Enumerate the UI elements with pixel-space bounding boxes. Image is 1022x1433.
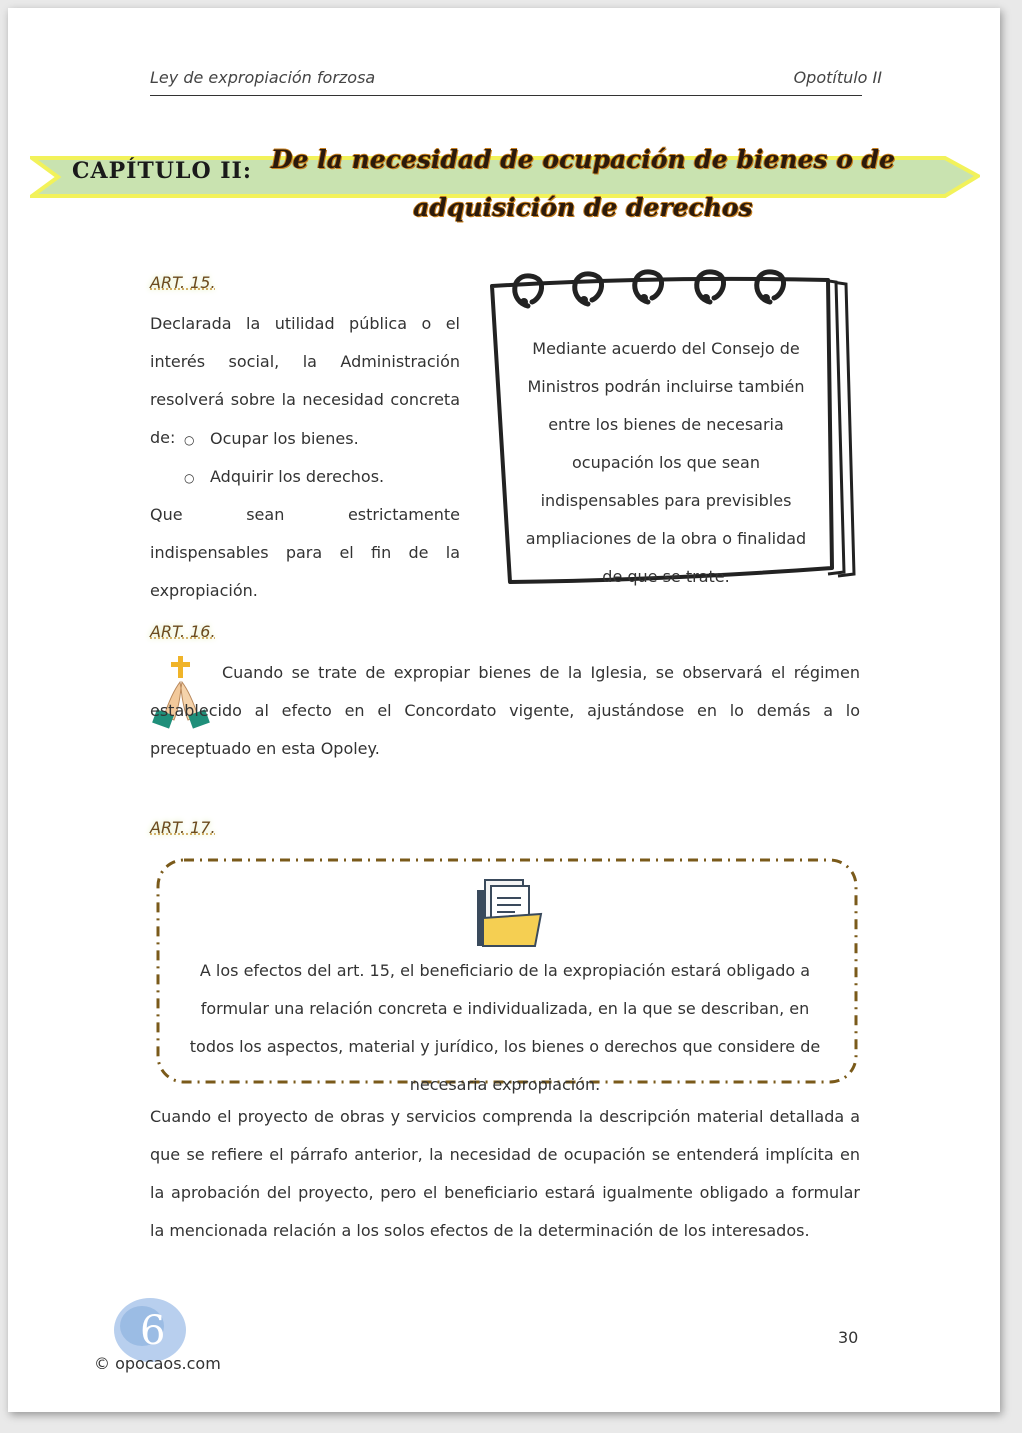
art15-label: ART. 15.	[150, 273, 216, 292]
art17-paragraph: Cuando el proyecto de obras y servicios comprenda la descripción material detallada a que se refiere el párrafo anterior, la necesidad de ocupación se entenderá implícita en la aprobación del proyecto, pero el beneficiario estará igualmente obligado a formular la mencionada relación a los solos efectos de la determinación de los interesados.	[150, 1107, 860, 1240]
art15-bullet-1	[184, 429, 359, 448]
copyright-link[interactable]: © opocaos.com	[94, 1354, 221, 1373]
art16-text: Cuando se trate de expropiar bienes de la Iglesia, se observará el régimen establecido al efecto en el Concordato vigente, ajustándose en lo demás a lo preceptuado en esta Opoley.	[150, 663, 860, 758]
bullet-text: Ocupar los bienes.	[210, 429, 359, 448]
bullet-text: Adquirir los derechos.	[210, 467, 385, 486]
art15-intro: Declarada la utilidad pública o el interés social, la Administración resolverá sobre la necesidad concreta de:	[150, 314, 460, 447]
folder-documents-icon	[473, 876, 549, 950]
bullet-circle-icon: ○	[184, 471, 195, 485]
art17-box-text: A los efectos del art. 15, el beneficiario de la expropiación estará obligado a formular una relación concreta e individualizada, en la que se describan, en todos los aspectos, material y jurídico, los bienes o derechos que considere de necesaria expropiación.	[189, 961, 821, 1094]
art17-label: ART. 17.	[150, 818, 216, 837]
header-right-title: Opotítulo II	[793, 68, 882, 87]
chapter-label: CAPÍTULO II:	[72, 158, 252, 184]
chapter-title: De la necesidad de ocupación de bienes o de adquisición de derechos	[270, 145, 896, 222]
header-divider	[150, 95, 862, 96]
bullet-circle-icon: ○	[184, 433, 195, 447]
art16-label: ART. 16.	[150, 622, 216, 641]
page-number: 30	[838, 1328, 859, 1347]
art15-outro: Que sean estrictamente indispensables para el fin de la expropiación.	[150, 505, 460, 600]
logo-letter: 6	[140, 1308, 166, 1354]
header-left-title: Ley de expropiación forzosa	[150, 68, 376, 87]
art15-bullet-2	[184, 467, 385, 486]
notebook-note: Mediante acuerdo del Consejo de Ministros podrán incluirse también entre los bienes de necesaria ocupación los que sean indispensables para previsibles ampliaciones de la obra o finalidad de que se trate.	[525, 339, 807, 586]
